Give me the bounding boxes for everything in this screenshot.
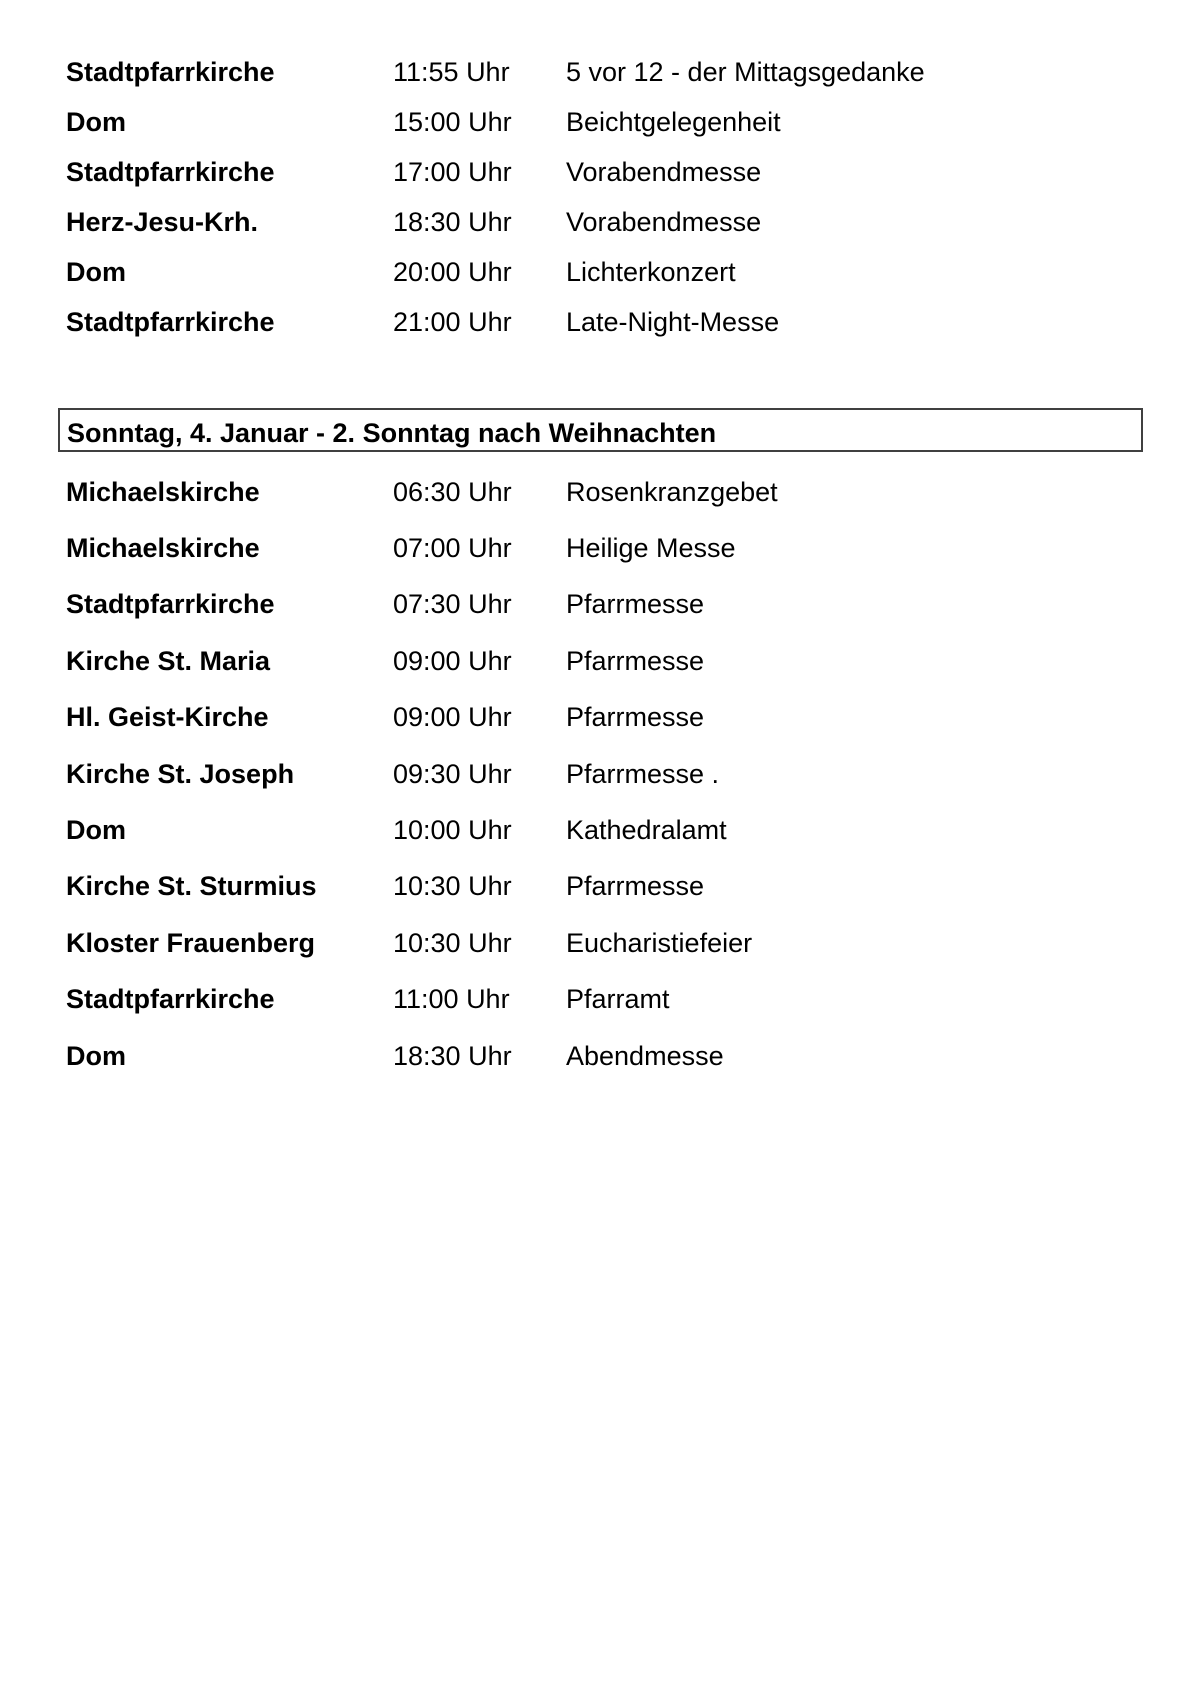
service-event: Kathedralamt [566, 815, 727, 846]
schedule-row [66, 147, 1170, 197]
church-name: Dom [66, 1040, 126, 1071]
church-name: Kirche St. Joseph [66, 758, 295, 789]
service-event: Vorabendmesse [566, 206, 762, 237]
schedule-row [66, 520, 1170, 576]
service-event: Vorabendmesse [566, 156, 762, 187]
schedule-row [66, 47, 1170, 97]
service-event: 5 vor 12 - der Mittagsgedanke [566, 56, 925, 87]
church-name: Dom [66, 106, 126, 137]
day-header-box [58, 408, 1143, 452]
schedule-row [66, 746, 1170, 802]
schedule-row [66, 859, 1170, 915]
service-event: Late-Night-Messe [566, 306, 780, 337]
service-time: 10:00 Uhr [393, 815, 512, 846]
service-event: Eucharistiefeier [566, 927, 753, 958]
schedule-row [66, 97, 1170, 147]
schedule-row [66, 802, 1170, 858]
service-time: 10:30 Uhr [393, 871, 512, 902]
service-time: 07:30 Uhr [393, 589, 512, 620]
schedule-row [66, 1028, 1170, 1084]
schedule-row [66, 464, 1170, 520]
schedule-section-sunday [66, 464, 1170, 1084]
schedule-section-continuation [66, 47, 1170, 347]
church-name: Stadtpfarrkirche [66, 589, 275, 620]
church-name: Herz-Jesu-Krh. [66, 206, 259, 237]
schedule-row [66, 915, 1170, 971]
service-time: 20:00 Uhr [393, 256, 512, 287]
service-time: 11:00 Uhr [393, 984, 510, 1015]
schedule-row [66, 297, 1170, 347]
church-name: Stadtpfarrkirche [66, 156, 275, 187]
service-event: Pfarrmesse [566, 645, 705, 676]
service-event: Pfarrmesse [566, 589, 705, 620]
service-time: 09:00 Uhr [393, 702, 512, 733]
service-time: 06:30 Uhr [393, 476, 512, 507]
service-event: Beichtgelegenheit [566, 106, 781, 137]
service-time: 21:00 Uhr [393, 306, 512, 337]
schedule-row [66, 197, 1170, 247]
service-time: 17:00 Uhr [393, 156, 512, 187]
church-name: Kloster Frauenberg [66, 927, 316, 958]
service-event: Pfarrmesse [566, 871, 705, 902]
schedule-row [66, 577, 1170, 633]
service-event: Rosenkranzgebet [566, 476, 778, 507]
service-time: 07:00 Uhr [393, 533, 512, 564]
church-name: Stadtpfarrkirche [66, 984, 275, 1015]
church-name: Kirche St. Sturmius [66, 871, 317, 902]
service-time: 15:00 Uhr [393, 106, 512, 137]
service-event: Pfarramt [566, 984, 670, 1015]
service-event: Abendmesse [566, 1040, 724, 1071]
service-event: Pfarrmesse . [566, 758, 720, 789]
church-name: Kirche St. Maria [66, 645, 271, 676]
schedule-row [66, 972, 1170, 1028]
schedule-row [66, 633, 1170, 689]
service-time: 11:55 Uhr [393, 56, 510, 87]
service-time: 09:00 Uhr [393, 645, 512, 676]
service-event: Lichterkonzert [566, 256, 736, 287]
church-name: Michaelskirche [66, 476, 260, 507]
church-name: Hl. Geist-Kirche [66, 702, 269, 733]
day-header-title: Sonntag, 4. Januar - 2. Sonntag nach Weihnachten [67, 417, 717, 448]
service-time: 18:30 Uhr [393, 206, 512, 237]
service-time: 18:30 Uhr [393, 1040, 512, 1071]
church-name: Dom [66, 815, 126, 846]
service-time: 10:30 Uhr [393, 927, 512, 958]
service-time: 09:30 Uhr [393, 758, 512, 789]
church-name: Stadtpfarrkirche [66, 56, 275, 87]
service-event: Pfarrmesse [566, 702, 705, 733]
church-name: Dom [66, 256, 126, 287]
church-name: Stadtpfarrkirche [66, 306, 275, 337]
schedule-row [66, 690, 1170, 746]
service-event: Heilige Messe [566, 533, 736, 564]
church-name: Michaelskirche [66, 533, 260, 564]
schedule-row [66, 247, 1170, 297]
